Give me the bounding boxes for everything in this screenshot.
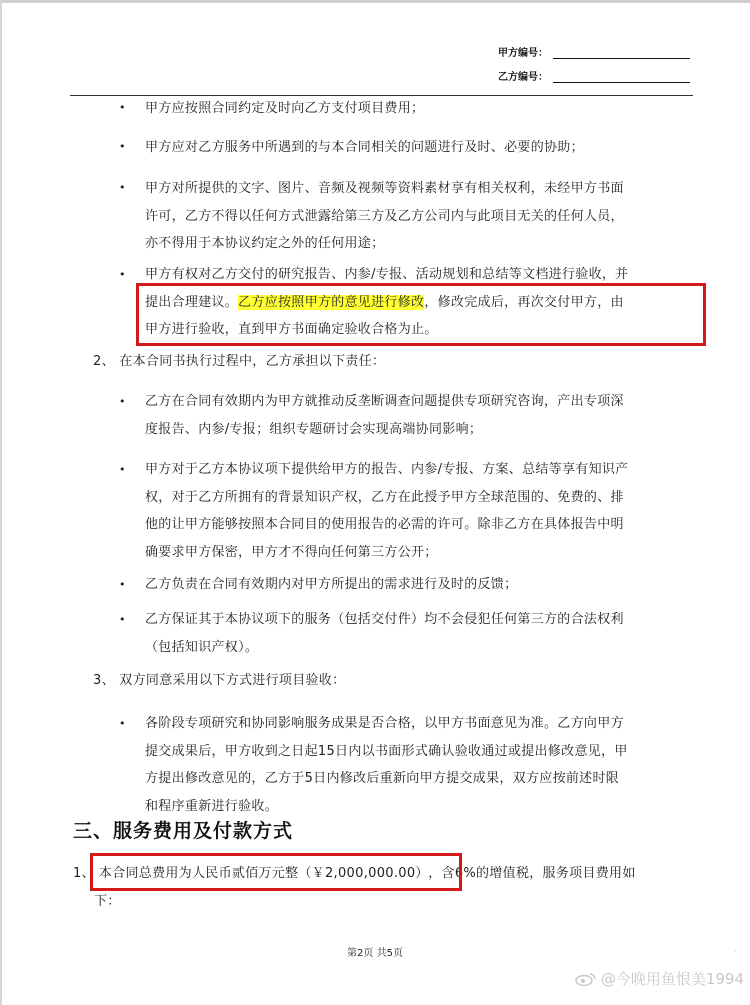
watermark-text: @今晚用鱼恨美1994 [600,970,744,988]
list-item [145,710,628,820]
page-number: 第2页 共5页 [347,948,403,959]
faint-watermark: · [732,945,738,960]
bullet-icon: • [119,101,126,114]
bullet-icon: • [119,717,126,730]
party-b-number-label: 乙方编号： [498,72,548,83]
item-line: 度报告、内参/专报；组织专题研讨会实现高端协同影响； [145,421,483,437]
item-line: 甲方进行验收，直到甲方书面确定验收合格为止。 [145,322,438,337]
item-line: 甲方对于乙方本协议项下提供给甲方的报告、内参/专报、方案、总结等享有知识产 [145,462,629,477]
party-a-number-field [498,44,690,59]
page-top-edge [0,0,750,3]
item-line: 和程序重新进行验收。 [145,798,279,814]
item-line: 乙方负责在合同有效期内对甲方所提出的需求进行及时的反馈； [145,577,518,592]
bullet-icon: • [119,395,126,408]
list-item [145,134,584,162]
line-text: ，修改完成后，再次交付甲方，由 [424,294,624,310]
annotation-red-box [90,853,462,891]
item-line: 权，对于乙方所拥有的背景知识产权，乙方在此授予甲方全球范围的、免费的、排 [145,489,624,505]
item-line: 甲方对所提供的文字、图片、音频及视频等资料素材享有相关权利，未经甲方书面 [145,181,624,196]
item-line: 甲方应按照合同约定及时向乙方支付项目费用； [145,101,425,116]
item-line: 乙方保证其于本协议项下的服务（包括交付件）均不会侵犯任何第三方的合法权利 [145,612,624,627]
clause-2-heading: 2、 在本合同书执行过程中，乙方承担以下责任： [93,354,386,369]
party-a-number-label: 甲方编号： [498,48,548,59]
item-line: 甲方应对乙方服务中所遇到的与本合同相关的问题进行及时、必要的协助； [145,140,584,155]
item-line: 亦不得用于本协议约定之外的任何用途； [145,236,385,251]
item-line: 他的让甲方能够按照本合同目的使用报告的必需的许可。除非乙方在具体报告中明 [145,517,624,532]
page-left-edge [0,0,2,1005]
item-line: 甲方有权对乙方交付的研究报告、内参/专报、活动规划和总结等文档进行验收，并 [145,267,629,282]
list-item [145,388,624,443]
line-text: 提出合理建议。 [145,294,239,310]
bullet-icon: • [119,140,126,153]
item-line: （包括知识产权）。 [145,639,259,655]
weibo-watermark [575,968,744,989]
item-line: 确要求甲方保密，甲方才不得向任何第三方公开； [145,544,438,560]
item-line: 许可，乙方不得以任何方式泄露给第三方及乙方公司内与此项目无关的任何人员， [145,208,624,224]
bullet-icon: • [119,463,126,476]
list-item [145,606,624,661]
item-line: 乙方在合同有效期内为甲方就推动反垄断调查问题提供专项研究咨询，产出专项深 [145,394,624,409]
clause-number: 1、 [73,866,95,881]
section-title: 三、服务费用及付款方式 [73,820,294,842]
item-line: 各阶段专项研究和协同影响服务成果是否合格，以甲方书面意见为准。乙方向甲方 [145,716,624,731]
highlighted-text: 乙方应按照甲方的意见进行修改 [238,294,425,310]
party-b-number-blank [553,70,690,83]
item-line: 提交成果后，甲方收到之日起15日内以书面形式确认验收通过或提出修改意见，甲 [145,743,628,759]
clause-3-heading: 3、 双方同意采用以下方式进行项目验收： [93,673,346,688]
weibo-icon [575,972,597,986]
list-item [145,175,624,258]
list-item [145,456,628,566]
item-line: 下： [94,893,121,909]
total-fee-text: 本合同总费用为人民币贰佰万元整（￥2,000,000.00） [98,866,423,881]
bullet-icon: • [119,268,126,281]
list-item [145,95,424,123]
bullet-icon: • [119,613,126,626]
annotation-red-box [136,283,706,346]
bullet-icon: • [119,181,126,194]
bullet-icon: • [119,578,126,591]
item-line: 方提出修改意见的，乙方于5日内修改后重新向甲方提交成果，双方应按前述时限 [145,771,620,786]
line-text: ，含6%的增值税，服务项目费用如 [428,866,636,881]
party-a-number-blank [553,46,690,59]
list-item [145,571,517,599]
party-b-number-field [498,68,690,83]
